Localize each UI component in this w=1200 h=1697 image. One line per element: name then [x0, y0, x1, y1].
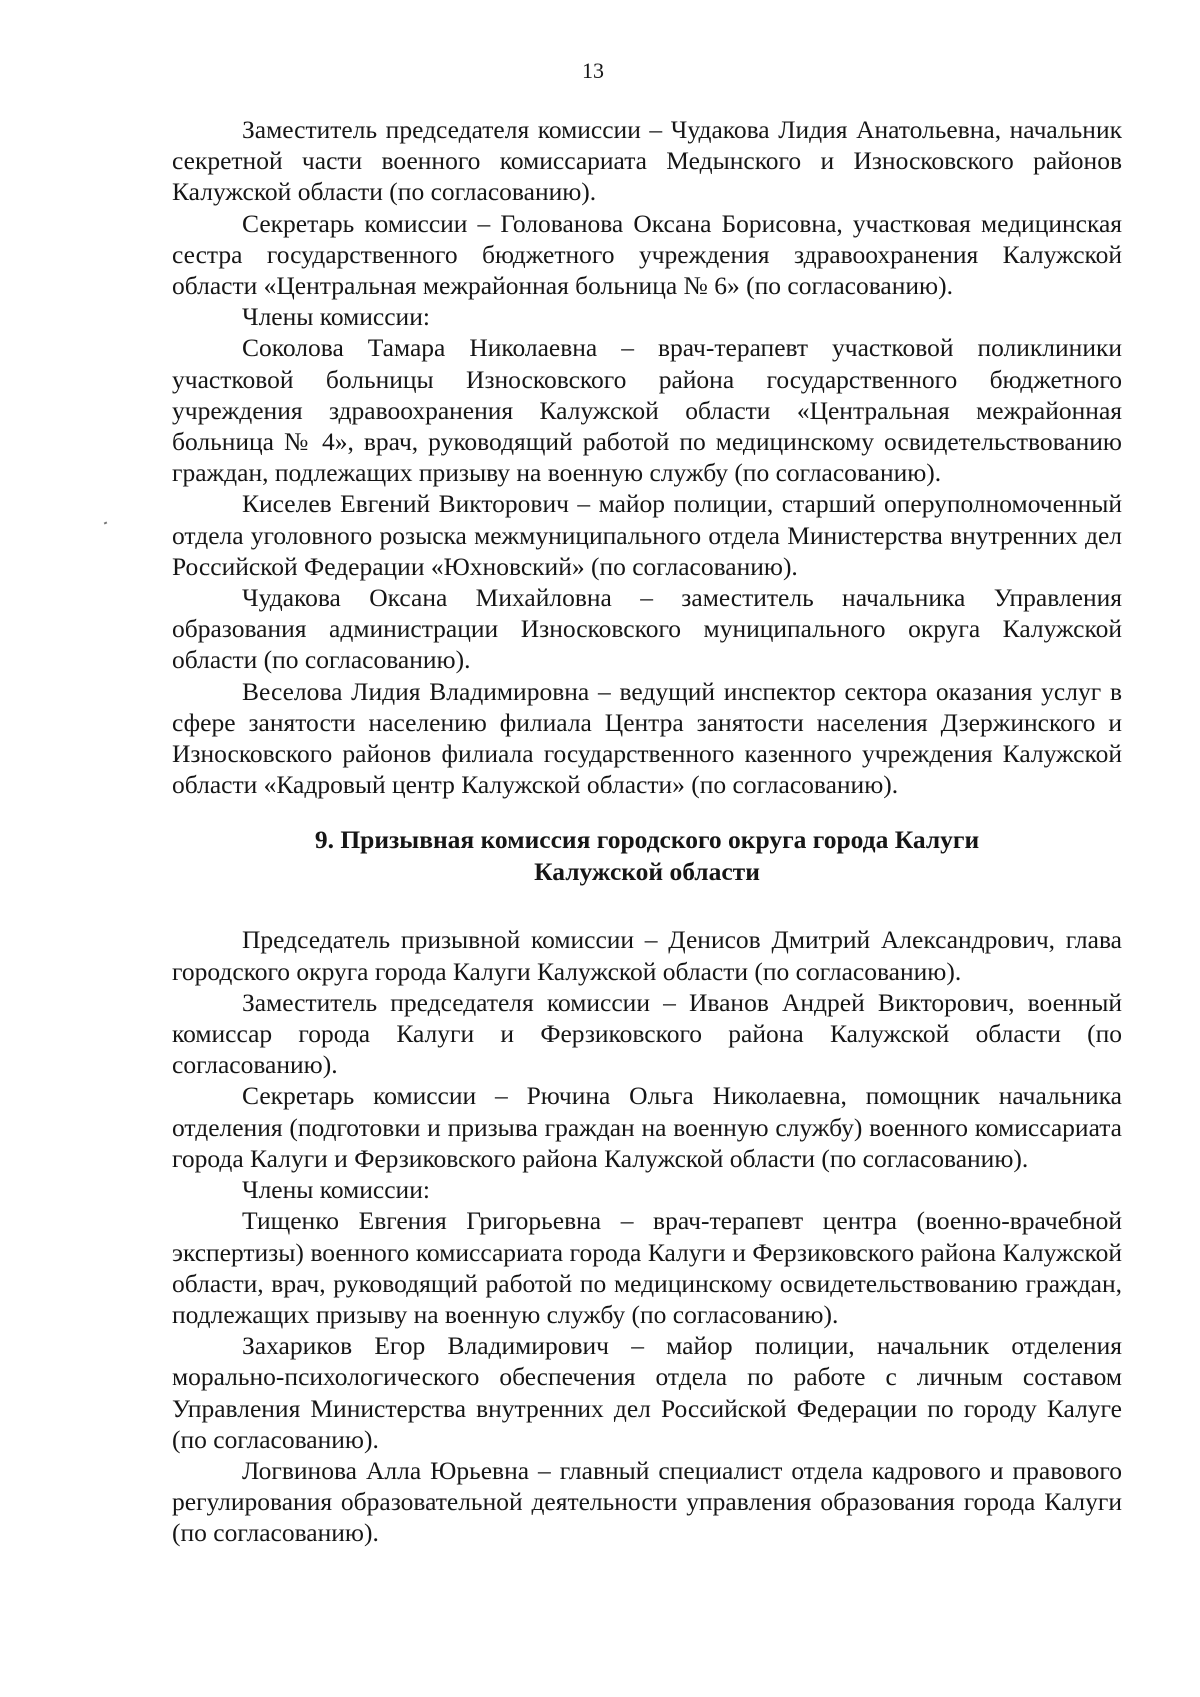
section-heading-line-2: Калужской области — [534, 857, 760, 887]
paragraph-chair: Председатель призывной комиссии – Денисов Дмитрий Александрович, глава городского округа города Калуги Калужской области (по согласованию). — [172, 925, 1122, 986]
section-heading-line-1: 9. Призывная комиссия городского округа города Калуги — [314, 825, 980, 855]
paragraph-member-veselova: Веселова Лидия Владимировна – ведущий инспектор сектора оказания услуг в сфере занятости населению филиала Центра занятости населения Дзержинского и Износковского районов филиала государственного казенного учреждения Калужской области «Кадровый центр Калужской области» (по согласованию). — [172, 676, 1122, 800]
paragraph-members-label: Члены комиссии: — [242, 302, 430, 332]
document-body — [172, 114, 1122, 1549]
paragraph-secretary: Секретарь комиссии – Голованова Оксана Борисовна, участковая медицинская сестра государственного бюджетного учреждения здравоохранения Калужской области «Центральная межрайонная больница № 6» (по согласованию). — [172, 208, 1122, 301]
paragraph-deputy-chair: Заместитель председателя комиссии – Чудакова Лидия Анатольевна, начальник секретной части военного комиссариата Медынского и Износковского районов Калужской области (по согласованию). — [172, 115, 1122, 207]
paragraph-members-label-2: Члены комиссии: — [242, 1175, 430, 1205]
paragraph-member-zakharikov: Захариков Егор Владимирович – майор полиции, начальник отделения морально-психологического обеспечения отдела по работе с личным составом Управления Министерства внутренних дел Российской Федерации по городу Калуге (по согласованию). — [172, 1331, 1122, 1454]
paragraph-deputy-chair-2: Заместитель председателя комиссии – Иванов Андрей Викторович, военный комиссар города Калуги и Ферзиковского района Калужской области (по согласованию). — [172, 987, 1122, 1080]
paragraph-member-kiselev: Киселев Евгений Викторович – майор полиции, старший оперуполномоченный отдела уголовного розыска межмуниципального отдела Министерства внутренних дел Российской Федерации «Юхновский» (по согласованию). — [172, 489, 1122, 581]
commission-9-members — [172, 924, 1122, 1548]
paragraph-member-tishchenko: Тищенко Евгения Григорьевна – врач-терапевт центра (военно-врачебной экспертизы) военного комиссариата города Калуги и Ферзиковского района Калужской области, врач, руководящий работой по медицинскому освидетельствованию граждан, подлежащих призыву на военную службу (по согласованию). — [172, 1206, 1122, 1329]
paragraph-secretary-2: Секретарь комиссии – Рючина Ольга Николаевна, помощник начальника отделения (подготовки и призыва граждан на военную службу) военного комиссариата города Калуги и Ферзиковского района Калужской области (по согласованию). — [172, 1081, 1122, 1173]
paragraph-member-chudakova: Чудакова Оксана Михайловна – заместитель начальника Управления образования администрации Износковского муниципального округа Калужской области (по согласованию). — [172, 583, 1122, 675]
commission-8-members — [172, 114, 1122, 800]
section-heading-commission-9 — [172, 824, 1122, 888]
scan-speck — [104, 521, 108, 524]
paragraph-member-logvinova: Логвинова Алла Юрьевна – главный специалист отдела кадрового и правового регулирования образовательной деятельности управления образования города Калуги (по согласованию). — [172, 1455, 1122, 1548]
paragraph-member-sokolova: Соколова Тамара Николаевна – врач-терапевт участковой поликлиники участковой больницы Износковского района государственного бюджетного учреждения здравоохранения Калужской области «Центральная межрайонная больница № 4», врач, руководящий работой по медицинскому освидетельствованию граждан, подлежащих призыву на военную службу (по согласованию). — [172, 333, 1122, 488]
page-number: 13 — [582, 58, 604, 83]
